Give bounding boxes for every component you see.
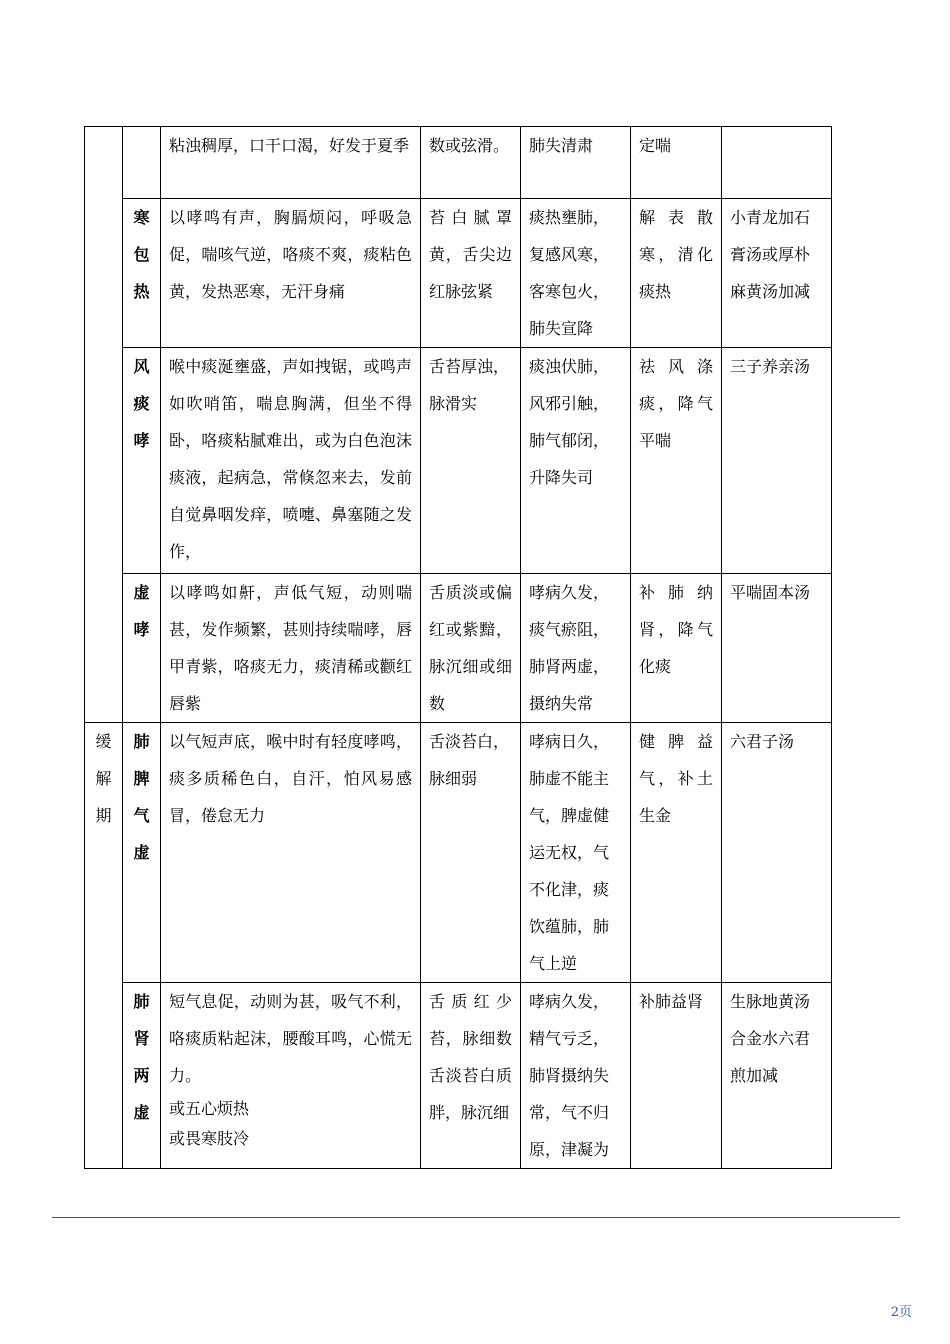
syndrome-table — [84, 126, 832, 1169]
symptoms-cell — [161, 348, 421, 574]
table-row — [85, 574, 832, 723]
symptom-line: 以哮鸣如鼾，声低气短，动则喘甚，发作频繁，甚则持续喘哮，唇甲青紫，咯痰无力，痰清稀或颧红唇紫 — [169, 583, 412, 713]
type-cell: 虚哮 — [123, 574, 161, 723]
treatment-cell: 健脾益气，补土生金 — [631, 723, 722, 983]
treatment-cell: 补肺益肾 — [631, 983, 722, 1169]
pathogenesis-cell: 哮病日久，肺虚不能主气，脾虚健运无权，气不化津，痰饮蕴肺，肺气上逆 — [521, 723, 631, 983]
type-cell: 寒包热 — [123, 199, 161, 348]
type-cell: 肺脾气虚 — [123, 723, 161, 983]
symptoms-cell — [161, 723, 421, 983]
symptom-line: 以哮鸣有声，胸膈烦闷，呼吸急促，喘咳气逆，咯痰不爽，痰粘色黄，发热恶寒，无汗身痛 — [169, 208, 412, 301]
stage-cell: 缓解期 — [85, 723, 123, 1169]
stage-cell — [85, 127, 123, 723]
pathogenesis-cell: 痰热壅肺，复感风寒，客寒包火，肺失宣降 — [521, 199, 631, 348]
symptoms-cell — [161, 574, 421, 723]
symptom-line: 或畏寒肢冷 — [169, 1129, 250, 1148]
table-row — [85, 348, 832, 574]
tongue-pulse-cell: 舌质淡或偏红或紫黯，脉沉细或细数 — [421, 574, 521, 723]
pathogenesis-cell: 肺失清肃 — [521, 127, 631, 199]
symptom-line: 短气息促，动则为甚，吸气不利，咯痰质粘起沫，腰酸耳鸣，心慌无力。 — [169, 992, 412, 1085]
table-row — [85, 723, 832, 983]
symptom-line: 以气短声底，喉中时有轻度哮鸣，痰多质稀色白，自汗，怕风易感冒，倦怠无力 — [169, 732, 412, 825]
treatment-cell: 补肺纳肾，降气化痰 — [631, 574, 722, 723]
type-cell: 肺肾两虚 — [123, 983, 161, 1169]
symptoms-cell — [161, 983, 421, 1169]
footer-divider — [52, 1217, 900, 1218]
symptom-line: 喉中痰涎壅盛，声如拽锯，或鸣声如吹哨笛，喘息胸满，但坐不得卧，咯痰粘腻难出，或为白色泡沫痰液，起病急，常倏忽来去，发前自觉鼻咽发痒，喷嚏、鼻塞随之发作， — [169, 357, 412, 561]
formula-cell: 平喘固本汤 — [722, 574, 832, 723]
symptom-line: 粘浊稠厚，口干口渴，好发于夏季 — [169, 136, 410, 155]
treatment-cell: 祛风涤痰，降气平喘 — [631, 348, 722, 574]
symptoms-cell — [161, 199, 421, 348]
symptom-line: 或五心烦热 — [169, 1099, 250, 1118]
table-row — [85, 983, 832, 1169]
formula-cell — [722, 127, 832, 199]
formula-cell: 六君子汤 — [722, 723, 832, 983]
pathogenesis-cell: 哮病久发，痰气瘀阻，肺肾两虚，摄纳失常 — [521, 574, 631, 723]
page-number: 2页 — [890, 1305, 912, 1320]
tongue-pulse-cell: 舌苔厚浊，脉滑实 — [421, 348, 521, 574]
treatment-cell: 定喘 — [631, 127, 722, 199]
tongue-pulse-cell: 舌质红少苔，脉细数舌淡苔白质胖，脉沉细 — [421, 983, 521, 1169]
table-row — [85, 127, 832, 199]
formula-cell: 小青龙加石膏汤或厚朴麻黄汤加减 — [722, 199, 832, 348]
table-row — [85, 199, 832, 348]
tongue-pulse-cell: 舌淡苔白，脉细弱 — [421, 723, 521, 983]
type-cell — [123, 127, 161, 199]
type-cell: 风痰哮 — [123, 348, 161, 574]
pathogenesis-cell: 哮病久发，精气亏乏，肺肾摄纳失常，气不归原，津凝为 — [521, 983, 631, 1169]
formula-cell: 生脉地黄汤合金水六君煎加减 — [722, 983, 832, 1169]
tongue-pulse-cell: 苔白腻罩黄，舌尖边红脉弦紧 — [421, 199, 521, 348]
tongue-pulse-cell: 数或弦滑。 — [421, 127, 521, 199]
symptoms-cell — [161, 127, 421, 199]
formula-cell: 三子养亲汤 — [722, 348, 832, 574]
pathogenesis-cell: 痰浊伏肺，风邪引触，肺气郁闭，升降失司 — [521, 348, 631, 574]
treatment-cell: 解表散寒，清化痰热 — [631, 199, 722, 348]
